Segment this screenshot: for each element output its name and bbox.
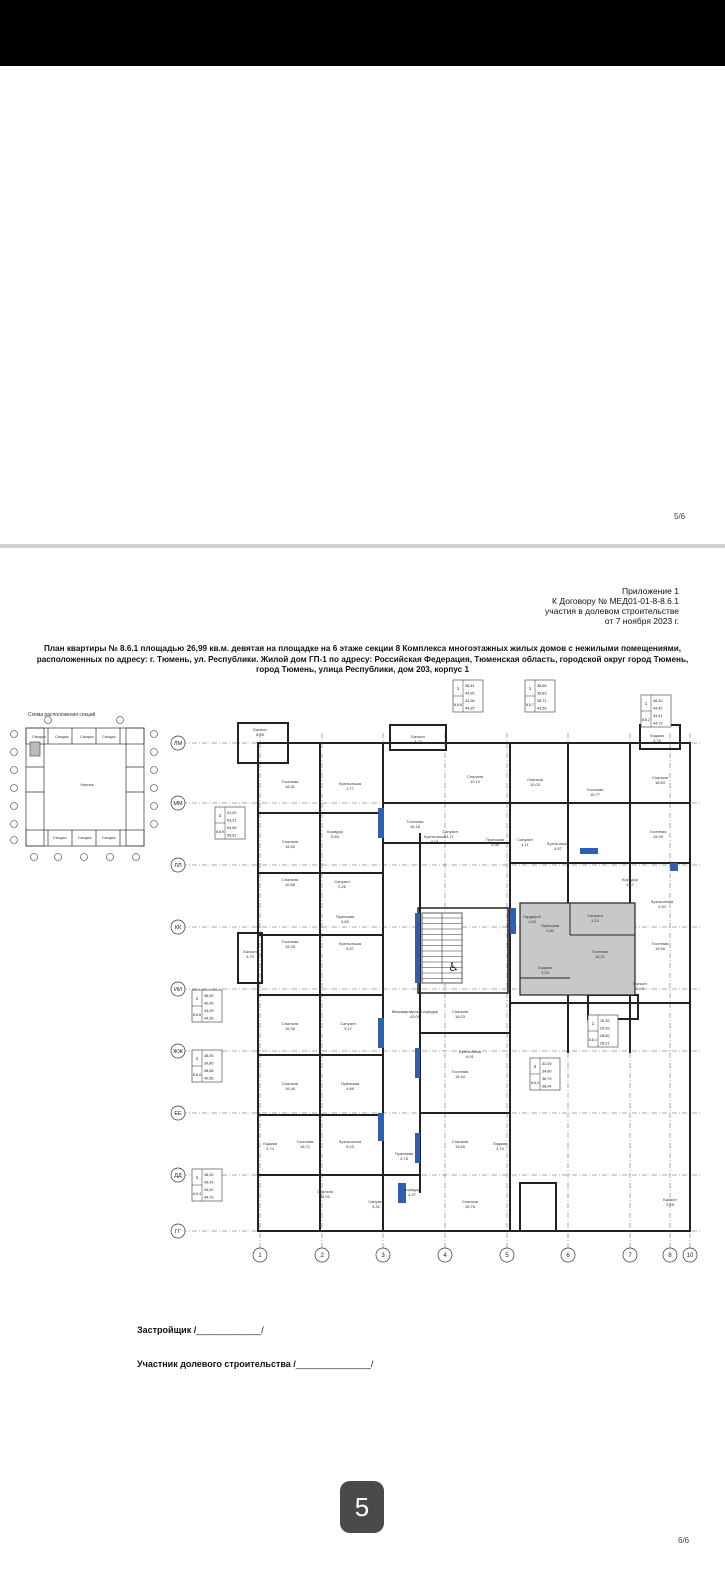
minimap-center-label: Чертеж — [80, 782, 94, 787]
room-label — [297, 1139, 314, 1149]
svg-text:16,71: 16,71 — [299, 1144, 311, 1149]
svg-text:3,32: 3,32 — [372, 1204, 380, 1209]
svg-text:Коридор: Коридор — [404, 1187, 420, 1192]
axis-bubble-col — [623, 1248, 637, 1262]
svg-text:8.6.2: 8.6.2 — [642, 718, 650, 722]
room-label — [317, 1189, 333, 1199]
svg-text:16,48: 16,48 — [284, 1086, 296, 1091]
viewer-top-bar — [0, 0, 725, 66]
svg-text:43,59: 43,59 — [537, 706, 547, 711]
svg-text:8.6.6: 8.6.6 — [193, 1013, 201, 1017]
accessibility-icon: ♿ — [448, 960, 459, 974]
room-label — [652, 941, 669, 951]
svg-text:Балкон: Балкон — [411, 734, 425, 739]
svg-text:40,96: 40,96 — [204, 1001, 214, 1006]
svg-text:Кухня-ниша: Кухня-ниша — [547, 841, 569, 846]
axis-bubble-row — [171, 1168, 185, 1182]
svg-text:10,10: 10,10 — [469, 779, 481, 784]
svg-text:10,68: 10,68 — [284, 882, 296, 887]
svg-text:6,91: 6,91 — [466, 1054, 474, 1059]
svg-text:Санузел: Санузел — [442, 829, 458, 834]
developer-signature-label: Застройщик / — [137, 1325, 197, 1335]
axis-bubble-col — [663, 1248, 677, 1262]
room-label — [452, 1069, 469, 1079]
svg-text:4,37: 4,37 — [408, 1192, 416, 1197]
svg-text:Спальня: Спальня — [281, 877, 299, 882]
svg-text:ИИ: ИИ — [174, 987, 182, 993]
svg-text:Санузел: Санузел — [340, 1021, 356, 1026]
developer-signature-line: _____________/ — [196, 1325, 264, 1335]
appendix-header — [545, 586, 679, 626]
room-label — [243, 949, 256, 959]
svg-text:ЖЖ: ЖЖ — [172, 1049, 184, 1055]
participant-signature-label: Участник долевого строительства / — [137, 1359, 296, 1369]
room-label — [395, 1151, 414, 1161]
svg-text:Спальня: Спальня — [466, 774, 484, 779]
room-label — [452, 1139, 468, 1149]
svg-text:Секция: Секция — [80, 734, 94, 739]
room-label — [339, 781, 362, 791]
svg-text:Гостиная: Гостиная — [406, 819, 424, 824]
svg-text:4,90: 4,90 — [658, 904, 666, 909]
apartment-info-table — [453, 680, 483, 712]
svg-text:Кухня-ниша: Кухня-ниша — [339, 941, 361, 946]
svg-text:15,76: 15,76 — [464, 1204, 476, 1209]
svg-text:38,65: 38,65 — [537, 684, 547, 688]
page-indicator-badge: 5 — [340, 1481, 384, 1533]
svg-text:44,28: 44,28 — [204, 1016, 214, 1021]
svg-text:Прихожая: Прихожая — [340, 1081, 360, 1086]
axis-bubble-row — [171, 1106, 185, 1120]
axis-bubble-col — [376, 1248, 390, 1262]
svg-text:3,33: 3,33 — [541, 970, 549, 975]
svg-text:8: 8 — [668, 1253, 672, 1259]
svg-text:3,29: 3,29 — [636, 986, 644, 991]
room-label — [633, 981, 646, 991]
room-label — [407, 819, 424, 829]
svg-text:1: 1 — [258, 1253, 262, 1259]
svg-text:8.6.3: 8.6.3 — [531, 1081, 539, 1085]
svg-text:Лоджия: Лоджия — [492, 1141, 508, 1146]
svg-text:3,17: 3,17 — [344, 1026, 352, 1031]
axis-bubble-row — [171, 1224, 185, 1238]
svg-text:Спальня: Спальня — [461, 1199, 479, 1204]
svg-text:Санузел: Санузел — [517, 837, 533, 842]
svg-text:Лоджия: Лоджия — [537, 965, 553, 970]
svg-text:1,63: 1,63 — [528, 919, 536, 924]
svg-text:15,65: 15,65 — [454, 1144, 466, 1149]
floor-plan-drawing — [170, 684, 710, 1263]
svg-text:16,03: 16,03 — [454, 1014, 466, 1019]
svg-text:1: 1 — [644, 701, 648, 706]
svg-text:43,09: 43,09 — [409, 1014, 421, 1019]
svg-text:Гостиная: Гостиная — [651, 941, 669, 946]
svg-text:26,99: 26,99 — [600, 1026, 610, 1031]
svg-text:Гостиная: Гостиная — [451, 1069, 469, 1074]
window-markers — [378, 808, 678, 1203]
svg-text:16,31: 16,31 — [284, 784, 296, 789]
room-label — [282, 939, 299, 949]
svg-text:10,03: 10,03 — [529, 782, 541, 787]
svg-text:38,00: 38,00 — [204, 994, 214, 998]
svg-text:34,80: 34,80 — [542, 1069, 552, 1074]
axis-bubble-row — [171, 920, 185, 934]
svg-text:4,86: 4,86 — [346, 1086, 354, 1091]
room-label — [340, 1021, 356, 1031]
svg-text:44,73: 44,73 — [653, 721, 663, 726]
svg-text:3,71: 3,71 — [446, 834, 454, 839]
svg-text:Санузел: Санузел — [334, 879, 350, 884]
svg-text:15,99: 15,99 — [652, 834, 664, 839]
svg-text:Балкон: Балкон — [663, 1197, 677, 1202]
svg-text:16,21: 16,21 — [594, 954, 606, 959]
svg-text:Секция: Секция — [78, 835, 92, 840]
svg-text:Секция: Секция — [55, 734, 69, 739]
svg-text:Спальня: Спальня — [526, 777, 544, 782]
svg-text:16,18: 16,18 — [409, 824, 421, 829]
svg-text:6: 6 — [566, 1253, 570, 1259]
room-label — [493, 1141, 507, 1151]
axis-bubble-row — [171, 1044, 185, 1058]
room-label — [282, 839, 298, 849]
svg-text:65,61: 65,61 — [227, 833, 237, 838]
room-label — [517, 837, 533, 847]
svg-text:Секция: Секция — [53, 835, 67, 840]
apartment-info-table — [192, 1050, 222, 1082]
svg-text:ЛМ: ЛМ — [173, 741, 183, 747]
svg-text:Секция: Секция — [32, 734, 46, 739]
svg-text:44,95: 44,95 — [465, 691, 475, 696]
room-label — [663, 1197, 676, 1207]
participant-signature — [137, 1359, 373, 1369]
axis-bubble-col — [500, 1248, 514, 1262]
axis-bubble-row — [171, 858, 185, 872]
axis-bubble-col — [561, 1248, 575, 1262]
svg-text:38,44: 38,44 — [465, 684, 475, 688]
svg-text:8.6.1: 8.6.1 — [589, 1038, 597, 1042]
apartment-info-table — [192, 1169, 222, 1201]
svg-text:Секция: Секция — [102, 734, 116, 739]
svg-text:32,00: 32,00 — [542, 1062, 552, 1066]
axis-bubble-row — [171, 796, 185, 810]
stair-core — [418, 908, 508, 993]
room-label — [462, 1199, 478, 1209]
svg-text:39,80: 39,80 — [204, 1061, 214, 1066]
svg-text:28,21: 28,21 — [600, 1041, 610, 1046]
svg-text:3,74: 3,74 — [266, 1146, 274, 1151]
room-label — [452, 1009, 468, 1019]
room-label — [587, 787, 604, 797]
axis-bubble-col — [683, 1248, 697, 1262]
svg-text:38,68: 38,68 — [204, 1069, 214, 1073]
apartment-info-table — [641, 695, 671, 727]
svg-text:1: 1 — [195, 1175, 199, 1180]
room-label — [392, 1009, 439, 1019]
svg-text:КК: КК — [174, 925, 182, 931]
svg-text:2,90: 2,90 — [546, 928, 554, 933]
svg-text:1,77: 1,77 — [346, 786, 354, 791]
document-page-blank — [0, 66, 725, 544]
svg-text:4,11: 4,11 — [521, 842, 529, 847]
svg-text:1: 1 — [456, 686, 460, 691]
svg-text:3,78: 3,78 — [400, 1156, 408, 1161]
svg-text:Коридор: Коридор — [622, 877, 638, 882]
svg-text:8.6.8: 8.6.8 — [454, 703, 462, 707]
axis-bubble-col — [253, 1248, 267, 1262]
appendix-line-2: К Договору № МЕД01-01-8-8.6.1 — [552, 596, 679, 606]
svg-text:15,77: 15,77 — [589, 792, 601, 797]
svg-text:43,43: 43,43 — [204, 1180, 214, 1185]
svg-text:2: 2 — [320, 1253, 324, 1259]
svg-text:15,44: 15,44 — [454, 1074, 466, 1079]
axis-bubble-col — [315, 1248, 329, 1262]
svg-text:Прихожая: Прихожая — [394, 1151, 414, 1156]
svg-text:43,06: 43,06 — [465, 699, 475, 703]
svg-text:44,42: 44,42 — [653, 706, 663, 711]
svg-text:38,30: 38,30 — [204, 1173, 214, 1177]
svg-text:39,83: 39,83 — [537, 691, 547, 696]
svg-text:8.6.9: 8.6.9 — [216, 830, 224, 834]
page-number: 6/6 — [678, 1536, 690, 1545]
svg-text:Балкон: Балкон — [633, 981, 647, 986]
appendix-line-3: участия в долевом строительстве — [545, 606, 679, 616]
developer-signature — [137, 1325, 264, 1335]
svg-text:4,47: 4,47 — [626, 882, 634, 887]
svg-text:38,04: 38,04 — [542, 1084, 552, 1089]
svg-text:Гардероб: Гардероб — [523, 914, 541, 919]
svg-text:1: 1 — [195, 1056, 199, 1061]
svg-text:38,71: 38,71 — [537, 699, 547, 703]
appendix-line-1: Приложение 1 — [622, 586, 679, 596]
svg-text:5: 5 — [505, 1253, 509, 1259]
room-label — [336, 914, 355, 924]
room-label — [341, 1081, 360, 1091]
apartment-info-table — [192, 990, 222, 1022]
svg-text:1: 1 — [528, 686, 532, 691]
svg-text:2: 2 — [218, 813, 222, 818]
svg-text:Кухня-ниша: Кухня-ниша — [651, 899, 673, 904]
room-label — [547, 841, 570, 851]
svg-text:15,28: 15,28 — [284, 944, 296, 949]
page-number: 5/6 — [674, 512, 686, 521]
svg-text:44,25: 44,25 — [465, 706, 475, 711]
svg-text:ГГ: ГГ — [175, 1229, 181, 1235]
section-location-scheme — [8, 712, 160, 862]
svg-text:Спальня: Спальня — [651, 775, 669, 780]
room-label — [334, 879, 350, 889]
svg-text:Спальня: Спальня — [281, 1081, 299, 1086]
svg-text:6,01: 6,01 — [431, 839, 439, 844]
svg-text:Кухня-ниша: Кухня-ниша — [459, 1049, 481, 1054]
svg-text:Спальня: Спальня — [451, 1139, 469, 1144]
svg-text:Спальня: Спальня — [316, 1189, 334, 1194]
apartment-info-table — [530, 1058, 560, 1090]
svg-text:28,60: 28,60 — [600, 1034, 610, 1038]
svg-text:3,70: 3,70 — [246, 954, 254, 959]
svg-text:36,79: 36,79 — [542, 1077, 552, 1081]
svg-text:16,39: 16,39 — [600, 1019, 610, 1023]
plan-title: План квартиры № 8.6.1 площадью 26,99 кв.м. девятая на площадке на 6 этаже секции 8 Комплекса многоэтажных жилых домов с нежилыми помещениями, расположенных по адресу: г. Тюмень, ул. Республики. Жилой дом ГП-1 по адресу: Российская Федерация, Тюменская область, городской округ город Тюмень, город Тюмень, улица Республики, дом 203, корпус 1 — [36, 644, 689, 674]
svg-text:16,36: 16,36 — [284, 1026, 296, 1031]
svg-text:7: 7 — [628, 1253, 632, 1259]
svg-text:3,28: 3,28 — [666, 1202, 674, 1207]
room-label — [282, 1081, 298, 1091]
svg-text:43,09: 43,09 — [204, 1009, 214, 1013]
svg-text:Прихожая: Прихожая — [540, 923, 560, 928]
svg-text:6,97: 6,97 — [346, 946, 354, 951]
axis-bubble-row — [171, 982, 185, 996]
svg-text:Спальня: Спальня — [451, 1009, 469, 1014]
svg-text:5,57: 5,57 — [554, 846, 562, 851]
svg-text:8,28: 8,28 — [256, 732, 264, 737]
svg-text:8.6.4: 8.6.4 — [193, 1192, 201, 1196]
axis-bubble-col — [438, 1248, 452, 1262]
room-label — [253, 727, 266, 737]
svg-text:Гостиная: Гостиная — [586, 787, 604, 792]
participant-signature-line: _______________/ — [295, 1359, 374, 1369]
room-label — [404, 1187, 421, 1197]
svg-text:5,85: 5,85 — [341, 919, 349, 924]
apartment-info-table — [215, 807, 245, 839]
svg-text:ДД: ДД — [174, 1173, 182, 1179]
svg-text:1: 1 — [195, 996, 199, 1001]
minimap-title: Схема расположения секций — [28, 712, 96, 718]
svg-text:Балкон: Балкон — [253, 727, 267, 732]
svg-text:4: 4 — [443, 1253, 447, 1259]
svg-text:2: 2 — [533, 1064, 537, 1069]
svg-text:16,65: 16,65 — [284, 844, 296, 849]
svg-text:63,69: 63,69 — [227, 826, 237, 830]
svg-text:Межквартирный коридор: Межквартирный коридор — [391, 1009, 439, 1014]
svg-text:51,00: 51,00 — [227, 811, 237, 815]
svg-text:Балкон: Балкон — [243, 949, 257, 954]
room-label — [467, 774, 483, 784]
svg-text:Кухня-ниша: Кухня-ниша — [424, 834, 446, 839]
svg-text:Лоджия: Лоджия — [262, 1141, 278, 1146]
svg-text:Санузел: Санузел — [368, 1199, 384, 1204]
svg-text:Кухня-ниша: Кухня-ниша — [339, 1139, 361, 1144]
svg-text:Коридор: Коридор — [327, 829, 343, 834]
room-label — [622, 877, 639, 887]
svg-text:1: 1 — [591, 1021, 595, 1026]
svg-text:3,24: 3,24 — [414, 739, 422, 744]
svg-text:8.6.5: 8.6.5 — [193, 1073, 201, 1077]
appendix-line-4: от 7 ноября 2023 г. — [604, 616, 679, 626]
svg-text:Спальня: Спальня — [281, 1021, 299, 1026]
svg-text:40,58: 40,58 — [204, 1076, 214, 1081]
svg-text:Спальня: Спальня — [281, 839, 299, 844]
room-label — [459, 1049, 482, 1059]
svg-text:Гостиная: Гостиная — [281, 779, 299, 784]
svg-text:5,03: 5,03 — [346, 1144, 354, 1149]
svg-text:63,21: 63,21 — [227, 818, 237, 823]
svg-text:Гостиная: Гостиная — [649, 829, 667, 834]
svg-text:15,56: 15,56 — [654, 946, 666, 951]
svg-text:Гостиная: Гостиная — [591, 949, 609, 954]
svg-text:8.6.7: 8.6.7 — [526, 703, 534, 707]
svg-text:38,32: 38,32 — [653, 699, 663, 703]
svg-text:Прихожая: Прихожая — [485, 837, 505, 842]
svg-text:Гостиная: Гостиная — [296, 1139, 314, 1144]
svg-text:5,46: 5,46 — [331, 834, 339, 839]
svg-text:3,36: 3,36 — [491, 842, 499, 847]
svg-text:Секция: Секция — [102, 835, 116, 840]
svg-text:3,70: 3,70 — [496, 1146, 504, 1151]
svg-text:43,41: 43,41 — [653, 714, 663, 718]
room-label — [327, 829, 344, 839]
svg-text:ЛЛ: ЛЛ — [174, 863, 182, 869]
svg-text:Лоджия: Лоджия — [649, 733, 665, 738]
document-page-floor-plan — [0, 548, 725, 1573]
room-label — [282, 877, 298, 887]
room-label — [263, 1141, 277, 1151]
svg-text:3: 3 — [381, 1253, 385, 1259]
room-label — [282, 779, 299, 789]
room-label — [527, 777, 543, 787]
svg-text:Кухня-ниша: Кухня-ниша — [339, 781, 361, 786]
room-label — [652, 775, 668, 785]
room-label — [651, 899, 674, 909]
svg-text:3,76: 3,76 — [653, 738, 661, 743]
room-label — [339, 941, 362, 951]
axis-bubble-row — [171, 736, 185, 750]
svg-text:Прихожая: Прихожая — [335, 914, 355, 919]
svg-text:ЕЕ: ЕЕ — [174, 1111, 182, 1117]
apartment-info-table — [525, 680, 555, 712]
minimap-drawing — [8, 712, 160, 862]
svg-text:44,73: 44,73 — [204, 1195, 214, 1200]
svg-text:Гостиная: Гостиная — [281, 939, 299, 944]
room-label — [339, 1139, 362, 1149]
svg-text:2,26: 2,26 — [338, 884, 346, 889]
svg-text:10: 10 — [686, 1253, 694, 1259]
svg-text:ММ: ММ — [173, 801, 183, 807]
svg-text:44,42: 44,42 — [204, 1188, 214, 1192]
room-label — [282, 1021, 298, 1031]
apartment-info-table — [588, 1015, 618, 1047]
room-label — [650, 829, 667, 839]
svg-text:3,10: 3,10 — [591, 918, 599, 923]
svg-text:11,92: 11,92 — [320, 1194, 330, 1199]
svg-text:38,05: 38,05 — [204, 1054, 214, 1058]
svg-text:Санузел: Санузел — [587, 913, 603, 918]
room-label — [650, 733, 664, 743]
svg-text:16,63: 16,63 — [654, 780, 666, 785]
